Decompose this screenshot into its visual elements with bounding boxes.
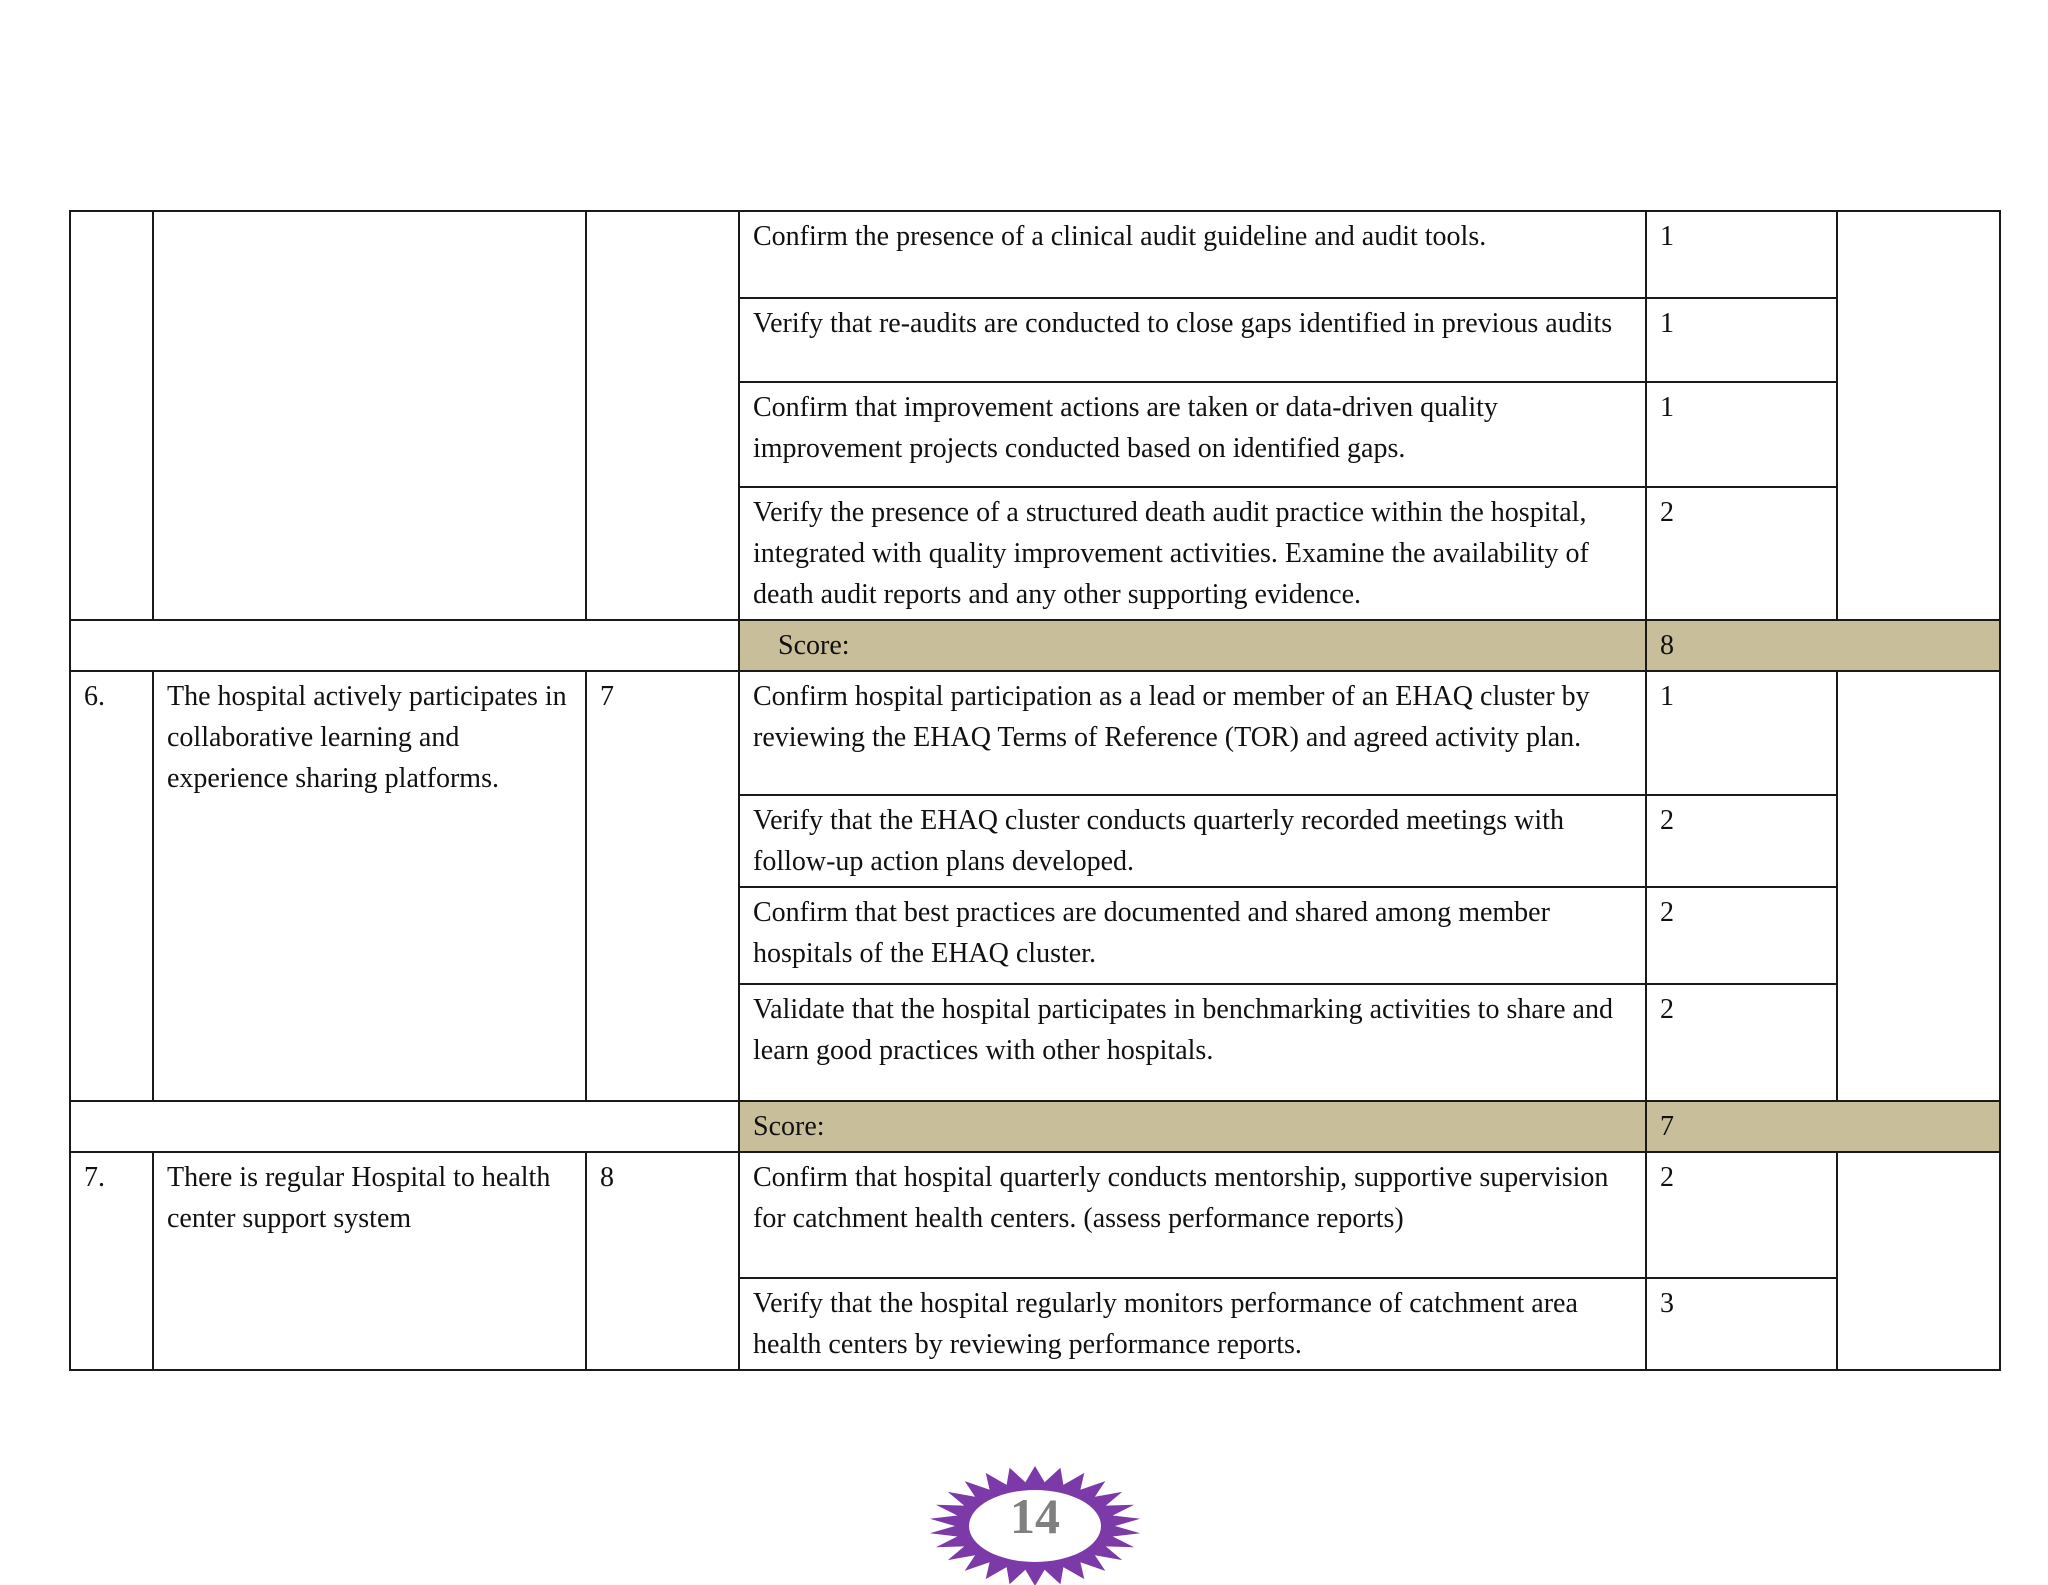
score-row-blank bbox=[70, 620, 739, 671]
score-label: Score: bbox=[739, 1101, 1646, 1152]
assessment-table bbox=[69, 210, 2001, 1371]
verification-criterion: Verify that the hospital regularly monitors performance of catchment area health centers by reviewing performance reports. bbox=[739, 1278, 1646, 1370]
criterion-points: 1 bbox=[1646, 382, 1837, 487]
criterion-points: 1 bbox=[1646, 211, 1837, 298]
verification-criterion: Confirm the presence of a clinical audit guideline and audit tools. bbox=[739, 211, 1646, 298]
verification-criterion: Verify that re-audits are conducted to close gaps identified in previous audits bbox=[739, 298, 1646, 382]
standard-description: There is regular Hospital to health center support system bbox=[153, 1152, 586, 1370]
number-cell bbox=[70, 211, 153, 620]
table-row bbox=[70, 211, 2000, 298]
standard-number: 6. bbox=[70, 671, 153, 1101]
verification-criterion: Confirm that improvement actions are taken or data-driven quality improvement projects conducted based on identified gaps. bbox=[739, 382, 1646, 487]
criterion-points: 2 bbox=[1646, 984, 1837, 1101]
verification-criterion: Verify the presence of a structured death audit practice within the hospital, integrated with quality improvement activities. Examine the availability of death audit reports and any other supporting evidence. bbox=[739, 487, 1646, 620]
score-value: 7 bbox=[1646, 1101, 2000, 1152]
score-value: 8 bbox=[1646, 620, 2000, 671]
standard-cell bbox=[153, 211, 586, 620]
criterion-points: 2 bbox=[1646, 487, 1837, 620]
criterion-points: 1 bbox=[1646, 671, 1837, 795]
verification-criterion: Verify that the EHAQ cluster conducts quarterly recorded meetings with follow-up action plans developed. bbox=[739, 795, 1646, 887]
table-row bbox=[70, 671, 2000, 795]
table-row bbox=[70, 1152, 2000, 1278]
criterion-points: 2 bbox=[1646, 795, 1837, 887]
criterion-points: 3 bbox=[1646, 1278, 1837, 1370]
score-row bbox=[70, 620, 2000, 671]
criterion-points: 2 bbox=[1646, 887, 1837, 984]
achieved-score-cell bbox=[1837, 671, 2000, 1101]
verification-criterion: Confirm that best practices are documented and shared among member hospitals of the EHAQ cluster. bbox=[739, 887, 1646, 984]
standard-max-score: 8 bbox=[586, 1152, 739, 1370]
max-score-cell bbox=[586, 211, 739, 620]
standard-description: The hospital actively participates in collaborative learning and experience sharing platforms. bbox=[153, 671, 586, 1101]
verification-criterion: Confirm hospital participation as a lead or member of an EHAQ cluster by reviewing the EHAQ Terms of Reference (TOR) and agreed activity plan. bbox=[739, 671, 1646, 795]
score-row-blank bbox=[70, 1101, 739, 1152]
achieved-score-cell bbox=[1837, 211, 2000, 620]
verification-criterion: Confirm that hospital quarterly conducts mentorship, supportive supervision for catchment health centers. (assess performance reports) bbox=[739, 1152, 1646, 1278]
verification-criterion: Validate that the hospital participates in benchmarking activities to share and learn good practices with other hospitals. bbox=[739, 984, 1646, 1101]
criterion-points: 1 bbox=[1646, 298, 1837, 382]
standard-number: 7. bbox=[70, 1152, 153, 1370]
page-number: 14 bbox=[1010, 1488, 1060, 1544]
criterion-points: 2 bbox=[1646, 1152, 1837, 1278]
score-row bbox=[70, 1101, 2000, 1152]
score-label: Score: bbox=[739, 620, 1646, 671]
achieved-score-cell bbox=[1837, 1152, 2000, 1370]
standard-max-score: 7 bbox=[586, 671, 739, 1101]
